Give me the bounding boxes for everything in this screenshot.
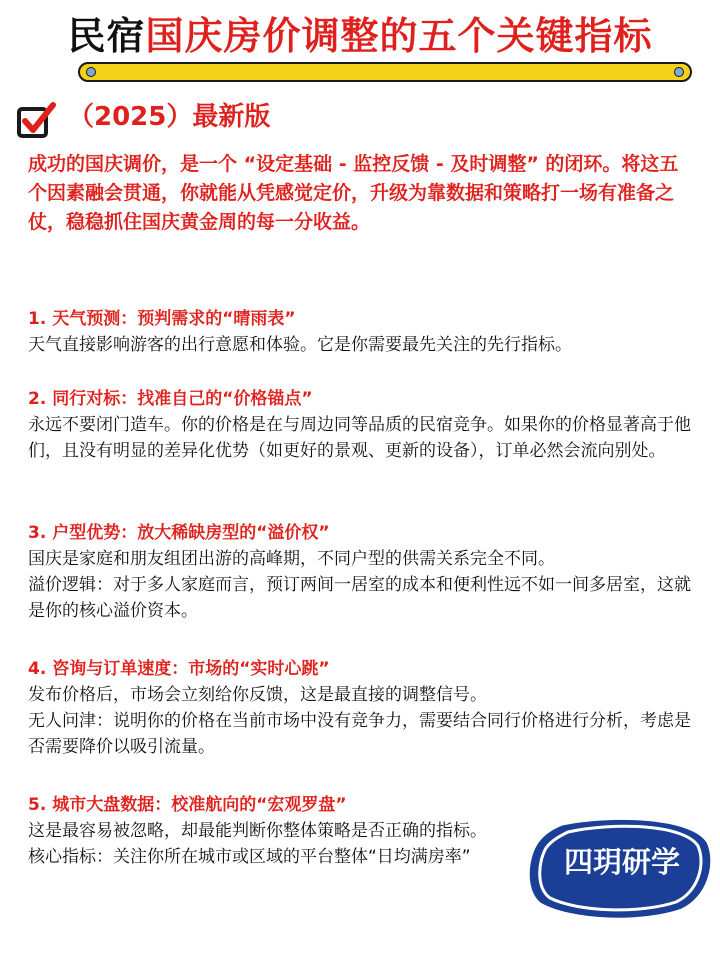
section-heading: 4. 咨询与订单速度：市场的“实时心跳”: [28, 659, 330, 679]
bar-right-dot: [674, 67, 684, 77]
checkbox-checked-icon: [16, 100, 56, 140]
section-body: 永远不要闭门造车。你的价格是在与周边同等品质的民宿竞争。如果你的价格显著高于他们，且没有明显的差异化优势（如更好的景观、更新的设备），订单必然会流向别处。: [28, 415, 691, 461]
bar-left-dot: [86, 67, 96, 77]
section-body: 这是最容易被忽略，却最能判断你整体策略是否正确的指标。 核心指标：关注你所在城市或区域的平台整体“日均满房率”: [28, 821, 487, 867]
intro-paragraph: 成功的国庆调价，是一个 “设定基础 - 监控反馈 - 及时调整” 的闭环。将这五个因素融会贯通，你就能从凭感觉定价，升级为靠数据和策略打一场有准备之仗，稳稳抓住国庆黄金周的每一分收益。: [28, 153, 679, 233]
section-booking-speed: [28, 656, 692, 760]
page-title: [0, 12, 720, 60]
decorative-scroll-bar: [78, 62, 692, 82]
title-highlight: 国庆房价调整的五个关键指标: [145, 14, 653, 58]
section-heading: 3. 户型优势：放大稀缺房型的“溢价权”: [28, 523, 330, 543]
title-prefix: 民宿: [67, 14, 146, 58]
section-competitors: [28, 386, 692, 464]
section-heading: 1. 天气预测：预判需求的“晴雨表”: [28, 309, 296, 329]
section-heading: 5. 城市大盘数据：校准航向的“宏观罗盘”: [28, 795, 347, 815]
section-room-type: [28, 520, 692, 624]
section-body: 国庆是家庭和朋友组团出游的高峰期，不同户型的供需关系完全不同。 溢价逻辑：对于多人家庭而言，预订两间一居室的成本和便利性远不如一间多居室，这就是你的核心溢价资本。: [28, 549, 691, 621]
section-heading: 2. 同行对标：找准自己的“价格锚点”: [28, 389, 313, 409]
section-body: 发布价格后，市场会立刻给你反馈，这是最直接的调整信号。 无人问津：说明你的价格在当前市场中没有竞争力，需要结合同行价格进行分析，考虑是否需要降价以吸引流量。: [28, 685, 691, 757]
stamp-brand-name: 四玥研学: [563, 845, 680, 879]
section-weather: [28, 306, 692, 358]
section-body: 天气直接影响游客的出行意愿和体验。它是你需要最先关注的先行指标。: [28, 335, 572, 355]
edition-label: （2025）最新版: [68, 102, 271, 132]
